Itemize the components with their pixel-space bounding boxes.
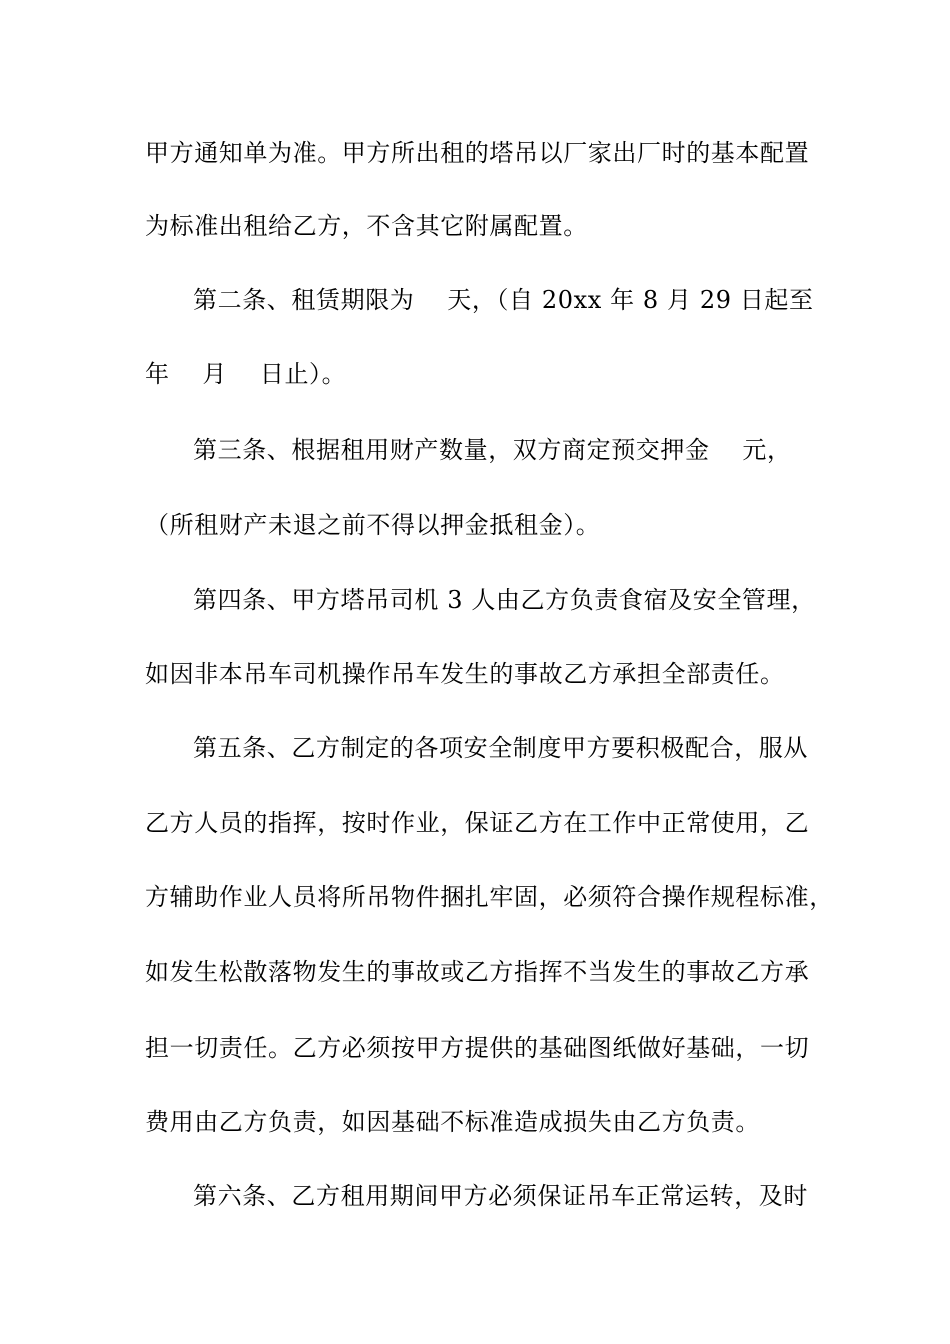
text-line: 担一切责任。乙方必须按甲方提供的基础图纸做好基础，一切: [145, 1034, 810, 1062]
paragraph-article-4: 第四条、甲方塔吊司机 3 人由乙方负责食宿及安全管理，: [193, 586, 816, 614]
text-line: 为标准出租给乙方，不含其它附属配置。: [145, 212, 588, 240]
text-line: 方辅助作业人员将所吊物件捆扎牢固，必须符合操作规程标准，: [145, 883, 834, 911]
text-line: 如发生松散落物发生的事故或乙方指挥不当发生的事故乙方承: [145, 958, 810, 986]
paragraph-article-5: 第五条、乙方制定的各项安全制度甲方要积极配合，服从: [193, 734, 808, 762]
paragraph-article-3: 第三条、根据租用财产数量，双方商定预交押金 元，: [193, 436, 792, 464]
text-line: 如因非本吊车司机操作吊车发生的事故乙方承担全部责任。: [145, 660, 785, 688]
text-line: 甲方通知单为准。甲方所出租的塔吊以厂家出厂时的基本配置: [145, 139, 810, 167]
paragraph-article-2: 第二条、租赁期限为 天，（自 20xx 年 8 月 29 日起至: [193, 286, 814, 314]
text-line: 费用由乙方负责，如因基础不标准造成损失由乙方负责。: [145, 1108, 760, 1136]
text-line: 乙方人员的指挥，按时作业，保证乙方在工作中正常使用，乙: [145, 809, 810, 837]
text-line: （所租财产未退之前不得以押金抵租金）。: [145, 511, 601, 539]
text-line: 年 月 日止）。: [145, 360, 347, 388]
paragraph-article-6: 第六条、乙方租用期间甲方必须保证吊车正常运转，及时: [193, 1182, 808, 1210]
